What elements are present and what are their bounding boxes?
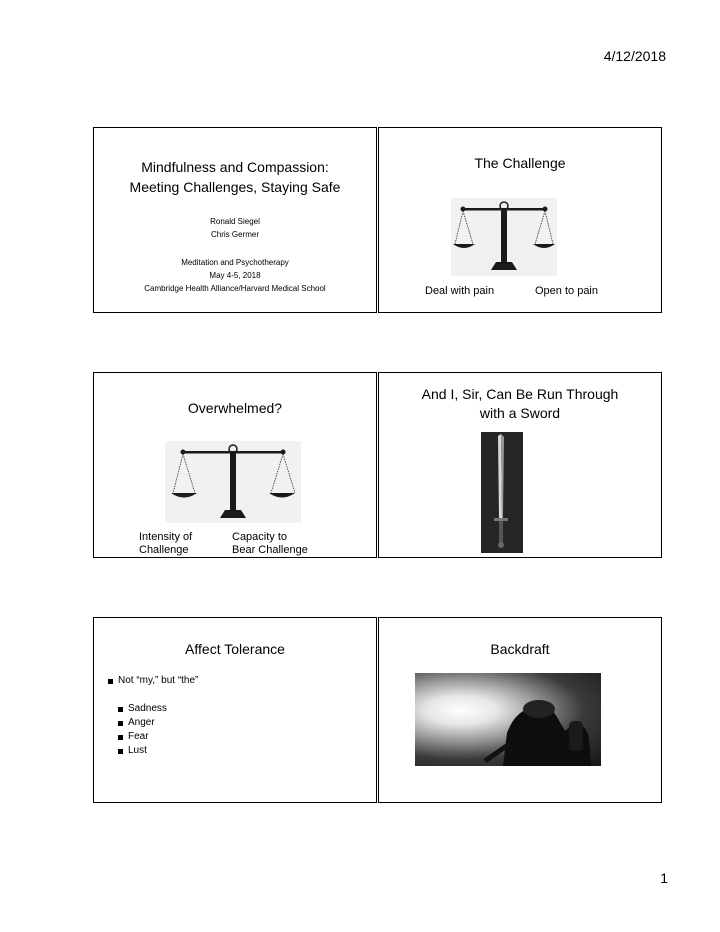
slide-title: Affect Tolerance xyxy=(185,641,285,657)
slide-overwhelmed xyxy=(93,372,377,558)
caption-intensity-line-2: Challenge xyxy=(139,544,189,556)
slide-title: Backdraft xyxy=(490,641,550,657)
main-bullet: Not “my,” but “the” xyxy=(108,674,198,688)
sub-bullet: Fear xyxy=(118,730,167,744)
caption-capacity-line-2: Bear Challenge xyxy=(232,544,308,556)
slide-the-challenge xyxy=(378,127,662,313)
slide-title-line-2: with a Sword xyxy=(479,405,561,421)
balance-scale-image xyxy=(165,441,301,523)
balance-scale-image xyxy=(451,198,557,276)
slide-title-line-1: Mindfulness and Compassion: xyxy=(141,159,329,175)
event-date: May 4-5, 2018 xyxy=(209,271,261,280)
bullet-square-icon xyxy=(118,735,123,740)
sub-bullet-list xyxy=(118,702,167,758)
slide-sword xyxy=(378,372,662,558)
bullet-square-icon xyxy=(118,707,123,712)
bullet-square-icon xyxy=(108,679,113,684)
slide-title-line-2: Meeting Challenges, Staying Safe xyxy=(129,179,341,195)
header-date: 4/12/2018 xyxy=(603,48,666,64)
firefighter-image xyxy=(415,673,601,766)
event-institution: Cambridge Health Alliance/Harvard Medical School xyxy=(144,284,326,293)
caption-intensity-line-1: Intensity of xyxy=(139,531,193,543)
slide-affect-tolerance xyxy=(93,617,377,803)
bullet-square-icon xyxy=(118,721,123,726)
presenter-name: Chris Germer xyxy=(210,230,259,239)
bullet-square-icon xyxy=(118,749,123,754)
caption-left: Deal with pain xyxy=(425,285,495,297)
event-name: Meditation and Psychotherapy xyxy=(181,258,289,267)
page-number: 1 xyxy=(660,870,668,886)
sub-bullet: Lust xyxy=(118,744,167,758)
caption-capacity-line-1: Capacity to xyxy=(232,531,288,543)
main-bullet-list xyxy=(108,674,198,688)
slide-title-line-1: And I, Sir, Can Be Run Through xyxy=(421,386,619,402)
slide-backdraft xyxy=(378,617,662,803)
presenter-name: Ronald Siegel xyxy=(210,217,260,226)
slide-title: Overwhelmed? xyxy=(187,400,283,416)
sub-bullet: Sadness xyxy=(118,702,167,716)
caption-right: Open to pain xyxy=(535,285,598,297)
slide-title: The Challenge xyxy=(474,155,566,171)
sword-image xyxy=(481,432,523,553)
sub-bullet: Anger xyxy=(118,716,167,730)
slide-title-card xyxy=(93,127,377,313)
